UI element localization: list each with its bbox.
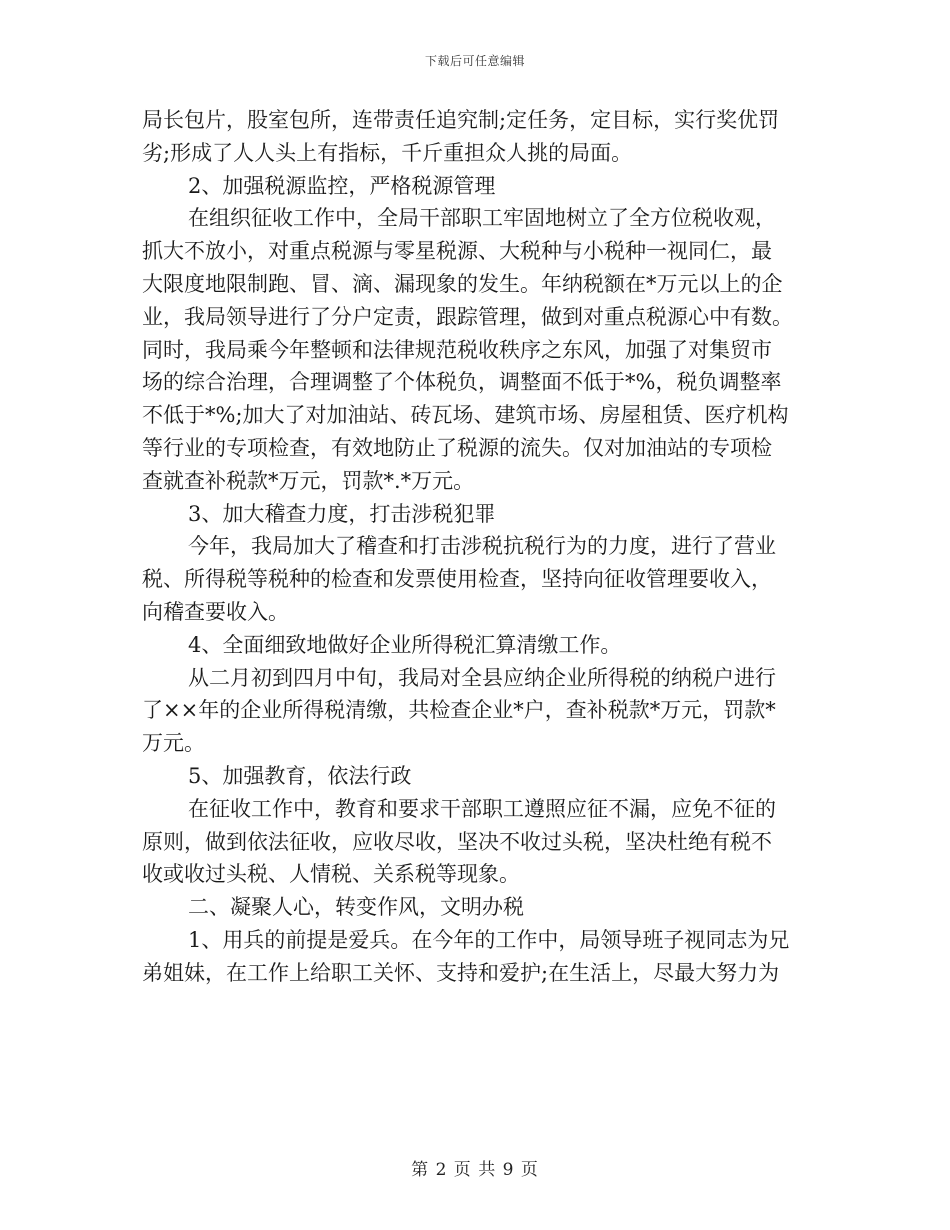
text-line: 局长包片，股室包所，连带责任追究制;定任务，定目标，实行奖优罚	[142, 108, 780, 132]
text-line: 二、凝聚人心，转变作风，文明办税	[188, 895, 524, 920]
text-line: 业，我局领导进行了分户定责，跟踪管理，做到对重点税源心中有数。	[142, 304, 793, 329]
text-line: 等行业的专项检查，有效地防止了税源的流失。仅对加油站的专项检	[142, 435, 772, 460]
page-header: 下载后可任意编辑	[424, 54, 525, 68]
text-line: 万元。	[142, 731, 205, 756]
text-line: 从二月初到四月中旬，我局对全县应纳企业所得税的纳税户进行	[188, 665, 776, 690]
text-line: 2、加强税源监控，严格税源管理	[188, 173, 496, 198]
text-line: 收或收过头税、人情税、关系税等现象。	[142, 862, 520, 887]
text-line: 3、加大稽查力度，打击涉税犯罪	[188, 501, 496, 526]
text-line: 4、全面细致地做好企业所得税汇算清缴工作。	[188, 632, 622, 657]
text-line: 在组织征收工作中，全局干部职工牢固地树立了全方位税收观，	[188, 206, 776, 231]
text-line: 了××年的企业所得税清缴，共检查企业*户，查补税款*万元，罚款*	[142, 698, 776, 723]
text-line: 抓大不放小，对重点税源与零星税源、大税种与小税种一视同仁，最	[142, 239, 772, 264]
page-number-footer: 第 2 页 共 9 页	[411, 1160, 539, 1180]
text-line: 大限度地限制跑、冒、滴、漏现象的发生。年纳税额在*万元以上的企	[142, 271, 783, 296]
text-line: 在征收工作中，教育和要求干部职工遵照应征不漏，应免不征的	[188, 796, 776, 821]
text-line: 5、加强教育，依法行政	[188, 763, 412, 788]
text-line: 今年，我局加大了稽查和打击涉税抗税行为的力度，进行了营业	[188, 534, 776, 559]
document-body	[142, 104, 810, 990]
text-line: 原则，做到依法征收，应收尽收，坚决不收过头税，坚决杜绝有税不	[142, 829, 772, 854]
text-line: 不低于*%;加大了对加油站、砖瓦场、建筑市场、房屋租赁、医疗机构	[142, 403, 789, 428]
text-line: 劣;形成了人人头上有指标，千斤重担众人挑的局面。	[142, 140, 633, 165]
text-line: 同时，我局乘今年整顿和法律规范税收秩序之东风，加强了对集贸市	[142, 337, 772, 362]
text-line: 弟姐妹，在工作上给职工关怀、支持和爱护;在生活上，尽最大努力为	[142, 960, 780, 985]
text-line: 税、所得税等税种的检查和发票使用检查，坚持向征收管理要收入，	[142, 567, 772, 592]
text-line: 向稽查要收入。	[142, 599, 289, 624]
text-line: 1、用兵的前提是爱兵。在今年的工作中，局领导班子视同志为兄	[188, 927, 790, 952]
text-line: 查就查补税款*万元，罚款*.*万元。	[142, 468, 475, 493]
text-line: 场的综合治理，合理调整了个体税负，调整面不低于*%，税负调整率	[142, 370, 782, 395]
